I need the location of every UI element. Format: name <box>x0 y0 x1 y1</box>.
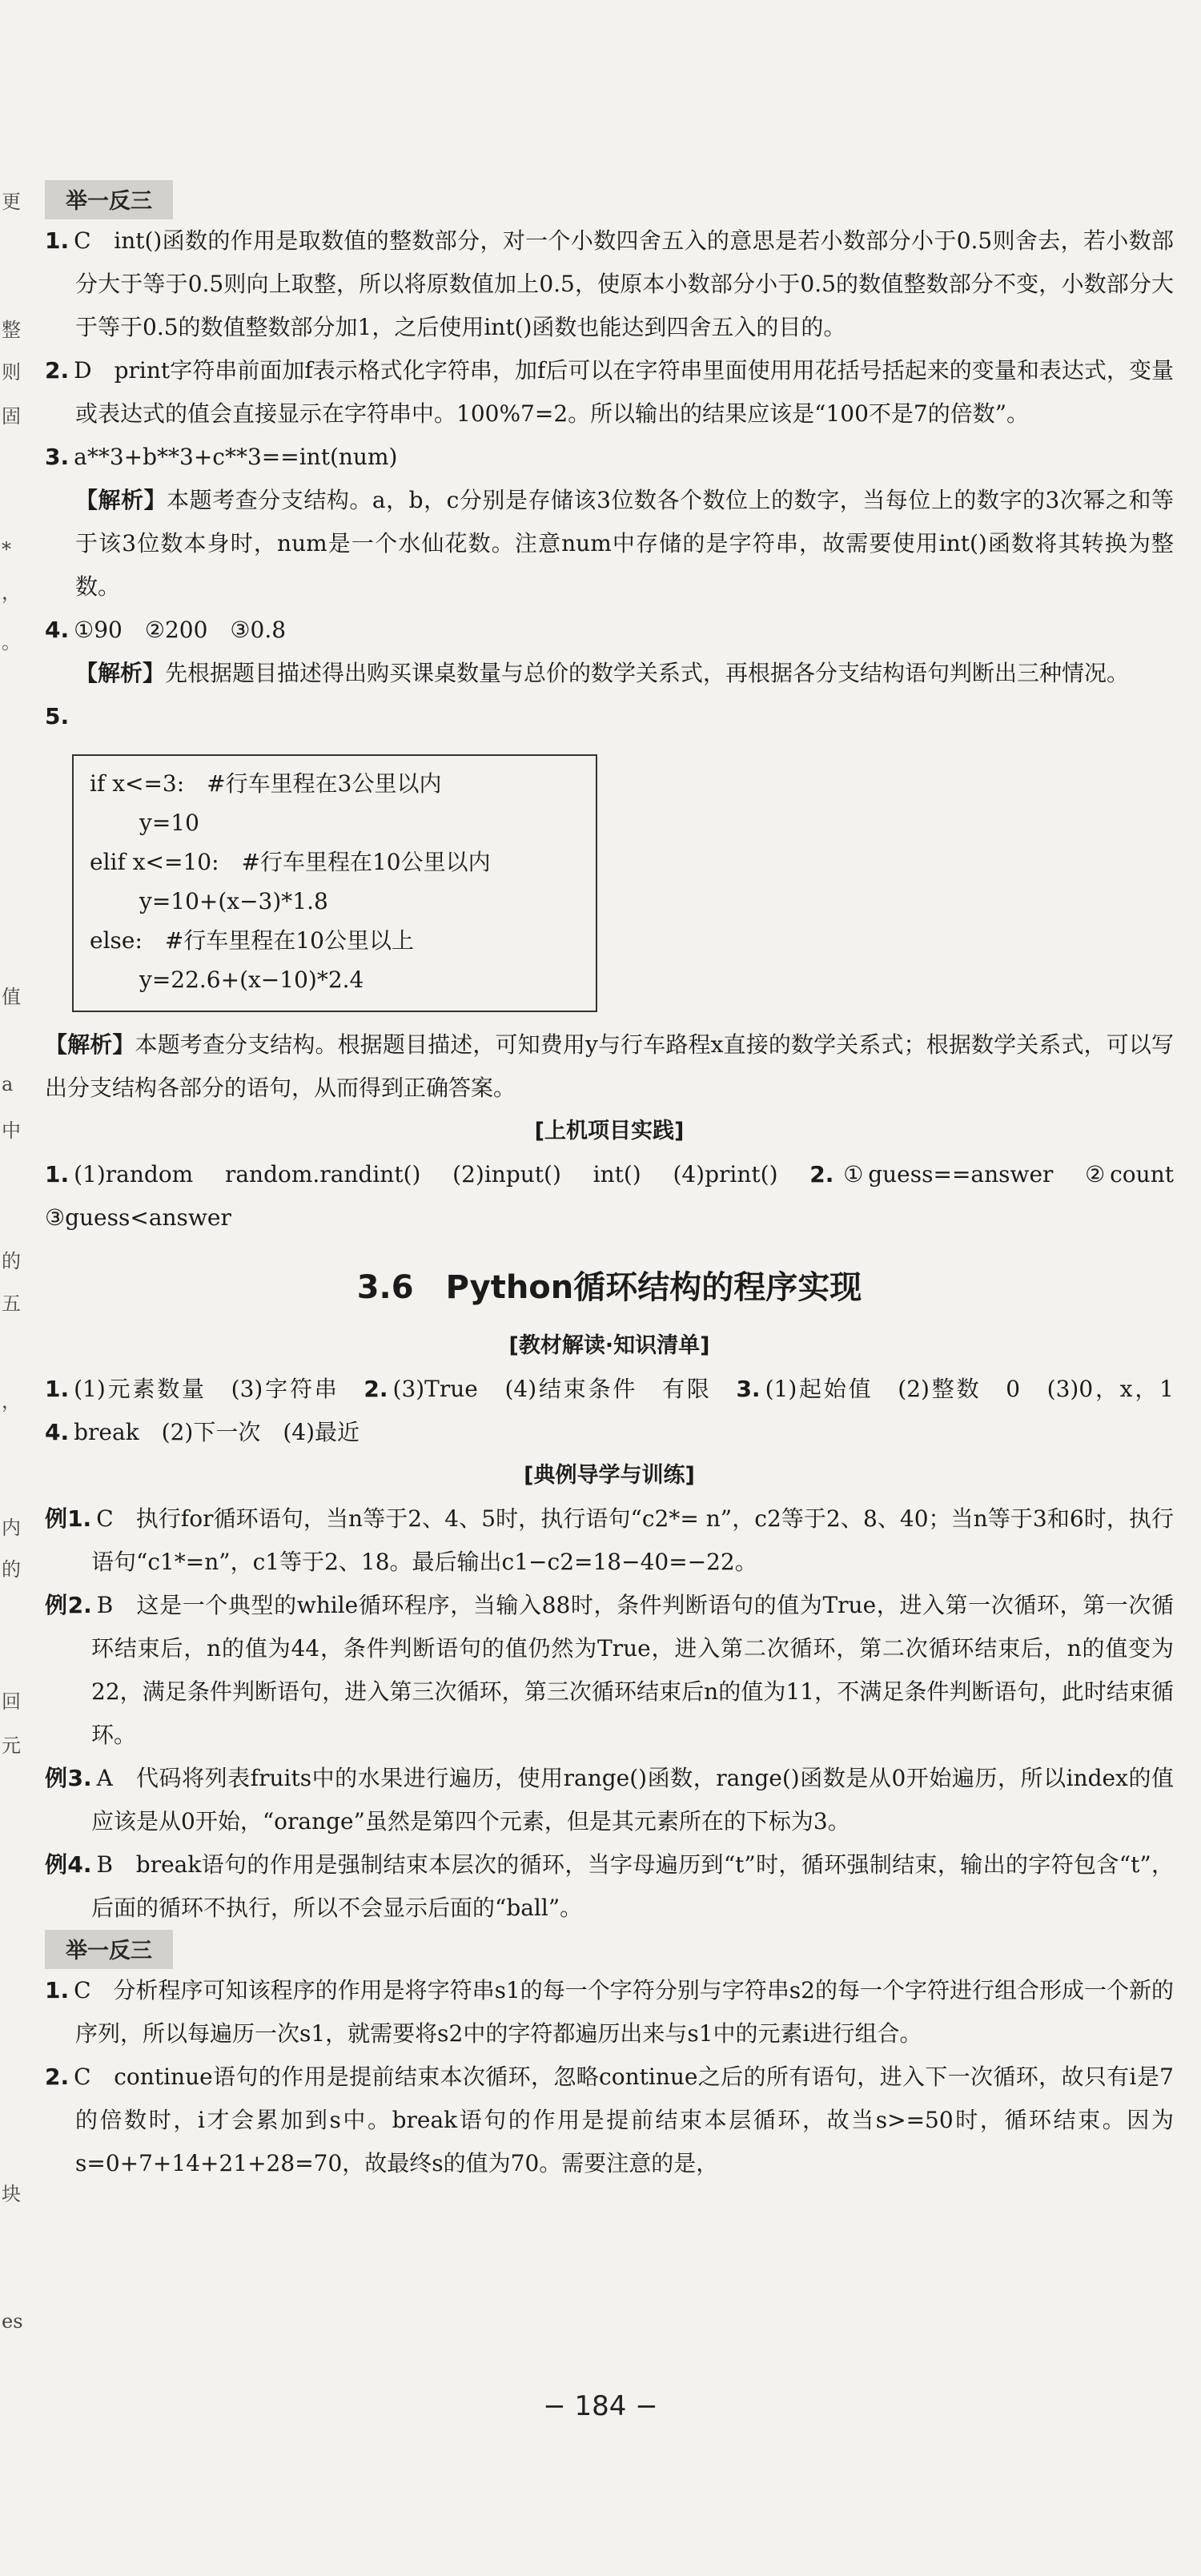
margin-char: 则 <box>2 361 21 384</box>
left-margin-fragments <box>0 0 32 2576</box>
code-line: y=10+(x−3)*1.8 <box>139 888 328 914</box>
margin-char: 中 <box>2 1119 21 1142</box>
analysis-tag: 【解析】 <box>75 660 166 686</box>
code-line: if x<=3: #行车里程在3公里以内 <box>90 770 442 797</box>
example-number: 例4. <box>45 1851 92 1878</box>
margin-char: 回 <box>2 1690 21 1713</box>
example-item <box>45 1843 1174 1930</box>
code-line: y=22.6+(x−10)*2.4 <box>139 967 364 993</box>
analysis-text: 先根据题目描述得出购买课桌数量与总价的数学关系式，再根据各分支结构语句判断出三种情况。 <box>165 660 1130 686</box>
item-text: a**3+b**3+c**3==int(num) <box>74 444 398 470</box>
item-text: C continue语句的作用是提前结束本次循环，忽略continue之后的所有语句，进入下一次循环，故只有i是7的倍数时，i才会累加到s中。break语句的作用是提前结束本层循环，故当s>=50时，循环结束。因为s=0+7+14+21+28=70，故最终s的值为70。需要注意的是， <box>74 2064 1174 2176</box>
analysis-text: 本题考查分支结构。a，b，c分别是存储该3位数各个数位上的数字，当每位上的数字的3次幂之和等于该3位数本身时，num是一个水仙花数。注意num中存储的是字符串，故需要使用int()函数将其转换为整数。 <box>75 487 1174 600</box>
item-number: 2. <box>45 357 70 384</box>
analysis-tag: 【解析】 <box>45 1031 135 1058</box>
section-practice-1 <box>45 180 1174 1110</box>
answer-item <box>45 219 1174 349</box>
chapter-number: 3.6 <box>356 1269 414 1306</box>
analysis-tag: 【解析】 <box>75 487 167 513</box>
example-item <box>45 1497 1174 1584</box>
item-number: 1. <box>45 1376 70 1402</box>
item-number: 2. <box>45 2064 70 2090</box>
code-line: y=10 <box>139 810 199 836</box>
margin-char: 的 <box>2 1250 21 1272</box>
analysis <box>45 1023 1174 1110</box>
example-number: 例2. <box>45 1592 92 1618</box>
example-text: B 这是一个典型的while循环程序，当输入88时，条件判断语句的值为True，进入第一次循环，第一次循环结束后，n的值为44，条件判断语句的值仍然为True，进入第二次循环，第二次循环结束后，n的值变为22，满足条件判断语句，进入第三次循环，第三次循环结束后n的值为11，不满足条件判断语句，此时结束循环。 <box>91 1592 1175 1748</box>
answer-content <box>45 180 1197 2185</box>
item-text: C int()函数的作用是取数值的整数部分，对一个小数四舍五入的意思是若小数部分小于0.5则舍去，若小数部分大于等于0.5则向上取整，所以将原数值加上0.5，使原本小数部分小于0.5的数值整数部分不变，小数部分大于等于0.5的数值整数部分加1，之后使用int()函数也能达到四舍五入的目的。 <box>74 227 1174 340</box>
analysis <box>45 652 1174 695</box>
margin-char: ， <box>2 581 21 604</box>
section-heading: [上机项目实践] <box>534 1119 685 1143</box>
item-text: (1)元素数量 (3)字符串 <box>74 1376 364 1402</box>
example-text: C 执行for循环语句，当n等于2、4、5时，执行语句“c2*= n”，c2等于2、8、40；当n等于3和6时，执行语句“c1*=n”，c1等于2、18。最后输出c1−c2=18−40=−22。 <box>91 1505 1174 1575</box>
item-number: 1. <box>45 1977 70 2003</box>
margin-char: 更 <box>2 191 21 213</box>
page-number: − 184 − <box>543 2390 658 2422</box>
item-number: 1. <box>45 227 70 254</box>
margin-char: * <box>2 538 11 561</box>
answer-item <box>45 1969 1174 2056</box>
code-box <box>72 754 597 1012</box>
section-knowledge-list <box>45 1324 1196 1454</box>
answer-item <box>45 695 1174 738</box>
item-number: 5. <box>45 703 70 729</box>
section-practice-2 <box>45 1930 1174 2185</box>
item-text: ①guess==answer ②count ③guess<answer <box>45 1161 1197 1231</box>
margin-char: a <box>2 1073 14 1095</box>
item-number: 3. <box>45 444 70 470</box>
margin-char: 内 <box>2 1517 21 1539</box>
example-item <box>45 1757 1174 1843</box>
section-heading: [典例导学与训练] <box>524 1463 695 1488</box>
margin-char: 元 <box>2 1734 21 1757</box>
answer-item <box>45 349 1174 436</box>
section-lab-practice <box>45 1110 1197 1240</box>
chapter-name: Python循环结构的程序实现 <box>445 1269 862 1306</box>
margin-char: 值 <box>2 986 21 1008</box>
example-number: 例1. <box>45 1505 92 1532</box>
section-examples <box>45 1454 1174 1930</box>
margin-char: 的 <box>2 1558 21 1581</box>
item-number: 3. <box>736 1376 761 1402</box>
answer-line <box>45 1368 1196 1454</box>
margin-char: ， <box>2 1390 21 1413</box>
item-number: 4. <box>45 617 70 643</box>
item-text: (1)random random.randint() (2)input() int() (4)print() <box>74 1161 810 1188</box>
margin-char: 五 <box>2 1292 21 1315</box>
answer-item <box>45 436 1174 479</box>
section-heading: [教材解读·知识清单] <box>508 1333 710 1358</box>
margin-char: 固 <box>2 405 21 428</box>
item-text: (1)起始值 (2)整数 0 (3)0，x，1 <box>765 1376 1196 1402</box>
chapter-title <box>45 1256 1174 1320</box>
example-text: B break语句的作用是强制结束本层次的循环，当字母遍历到“t”时，循环强制结束，输出的字符包含“t”，后面的循环不执行，所以不会显示后面的“ball”。 <box>91 1851 1174 1921</box>
item-number: 4. <box>45 1419 70 1445</box>
answer-item <box>45 2056 1174 2185</box>
item-number: 1. <box>45 1161 70 1188</box>
example-text: A 代码将列表fruits中的水果进行遍历，使用range()函数，range()函数是从0开始遍历，所以index的值应该是从0开始，“orange”虽然是第四个元素，但是其元素所在的下标为3。 <box>91 1765 1174 1835</box>
analysis-text: 本题考查分支结构。根据题目描述，可知费用y与行车路程x直接的数学关系式；根据数学关系式，可以写出分支结构各部分的语句，从而得到正确答案。 <box>45 1031 1174 1101</box>
margin-char: 。 <box>2 631 21 653</box>
answer-line <box>45 1153 1197 1240</box>
answer-item <box>45 609 1174 652</box>
item-number: 2. <box>364 1376 388 1402</box>
section-tag: 举一反三 <box>45 1930 173 1969</box>
item-text: break (2)下一次 (4)最近 <box>74 1419 359 1445</box>
code-line: elif x<=10: #行车里程在10公里以内 <box>90 849 491 875</box>
analysis <box>45 479 1174 609</box>
margin-char: es <box>2 2310 23 2333</box>
example-number: 例3. <box>45 1765 92 1791</box>
item-number: 2. <box>809 1161 834 1188</box>
item-text: ①90 ②200 ③0.8 <box>74 617 287 643</box>
item-text: D print字符串前面加f表示格式化字符串，加f后可以在字符串里面使用用花括号括起来的变量和表达式，变量或表达式的值会直接显示在字符串中。100%7=2。所以输出的结果应该是“100不是7的倍数”。 <box>74 357 1174 427</box>
section-tag: 举一反三 <box>45 180 173 219</box>
code-line: else: #行车里程在10公里以上 <box>90 927 414 954</box>
margin-char: 整 <box>2 319 21 341</box>
margin-char: 块 <box>2 2183 21 2205</box>
item-text: (3)True (4)结束条件 有限 <box>392 1376 737 1402</box>
example-item <box>45 1584 1174 1757</box>
item-text: C 分析程序可知该程序的作用是将字符串s1的每一个字符分别与字符串s2的每一个字符进行组合形成一个新的序列，所以每遍历一次s1，就需要将s2中的字符都遍历出来与s1中的元素i进行组合。 <box>74 1977 1174 2047</box>
